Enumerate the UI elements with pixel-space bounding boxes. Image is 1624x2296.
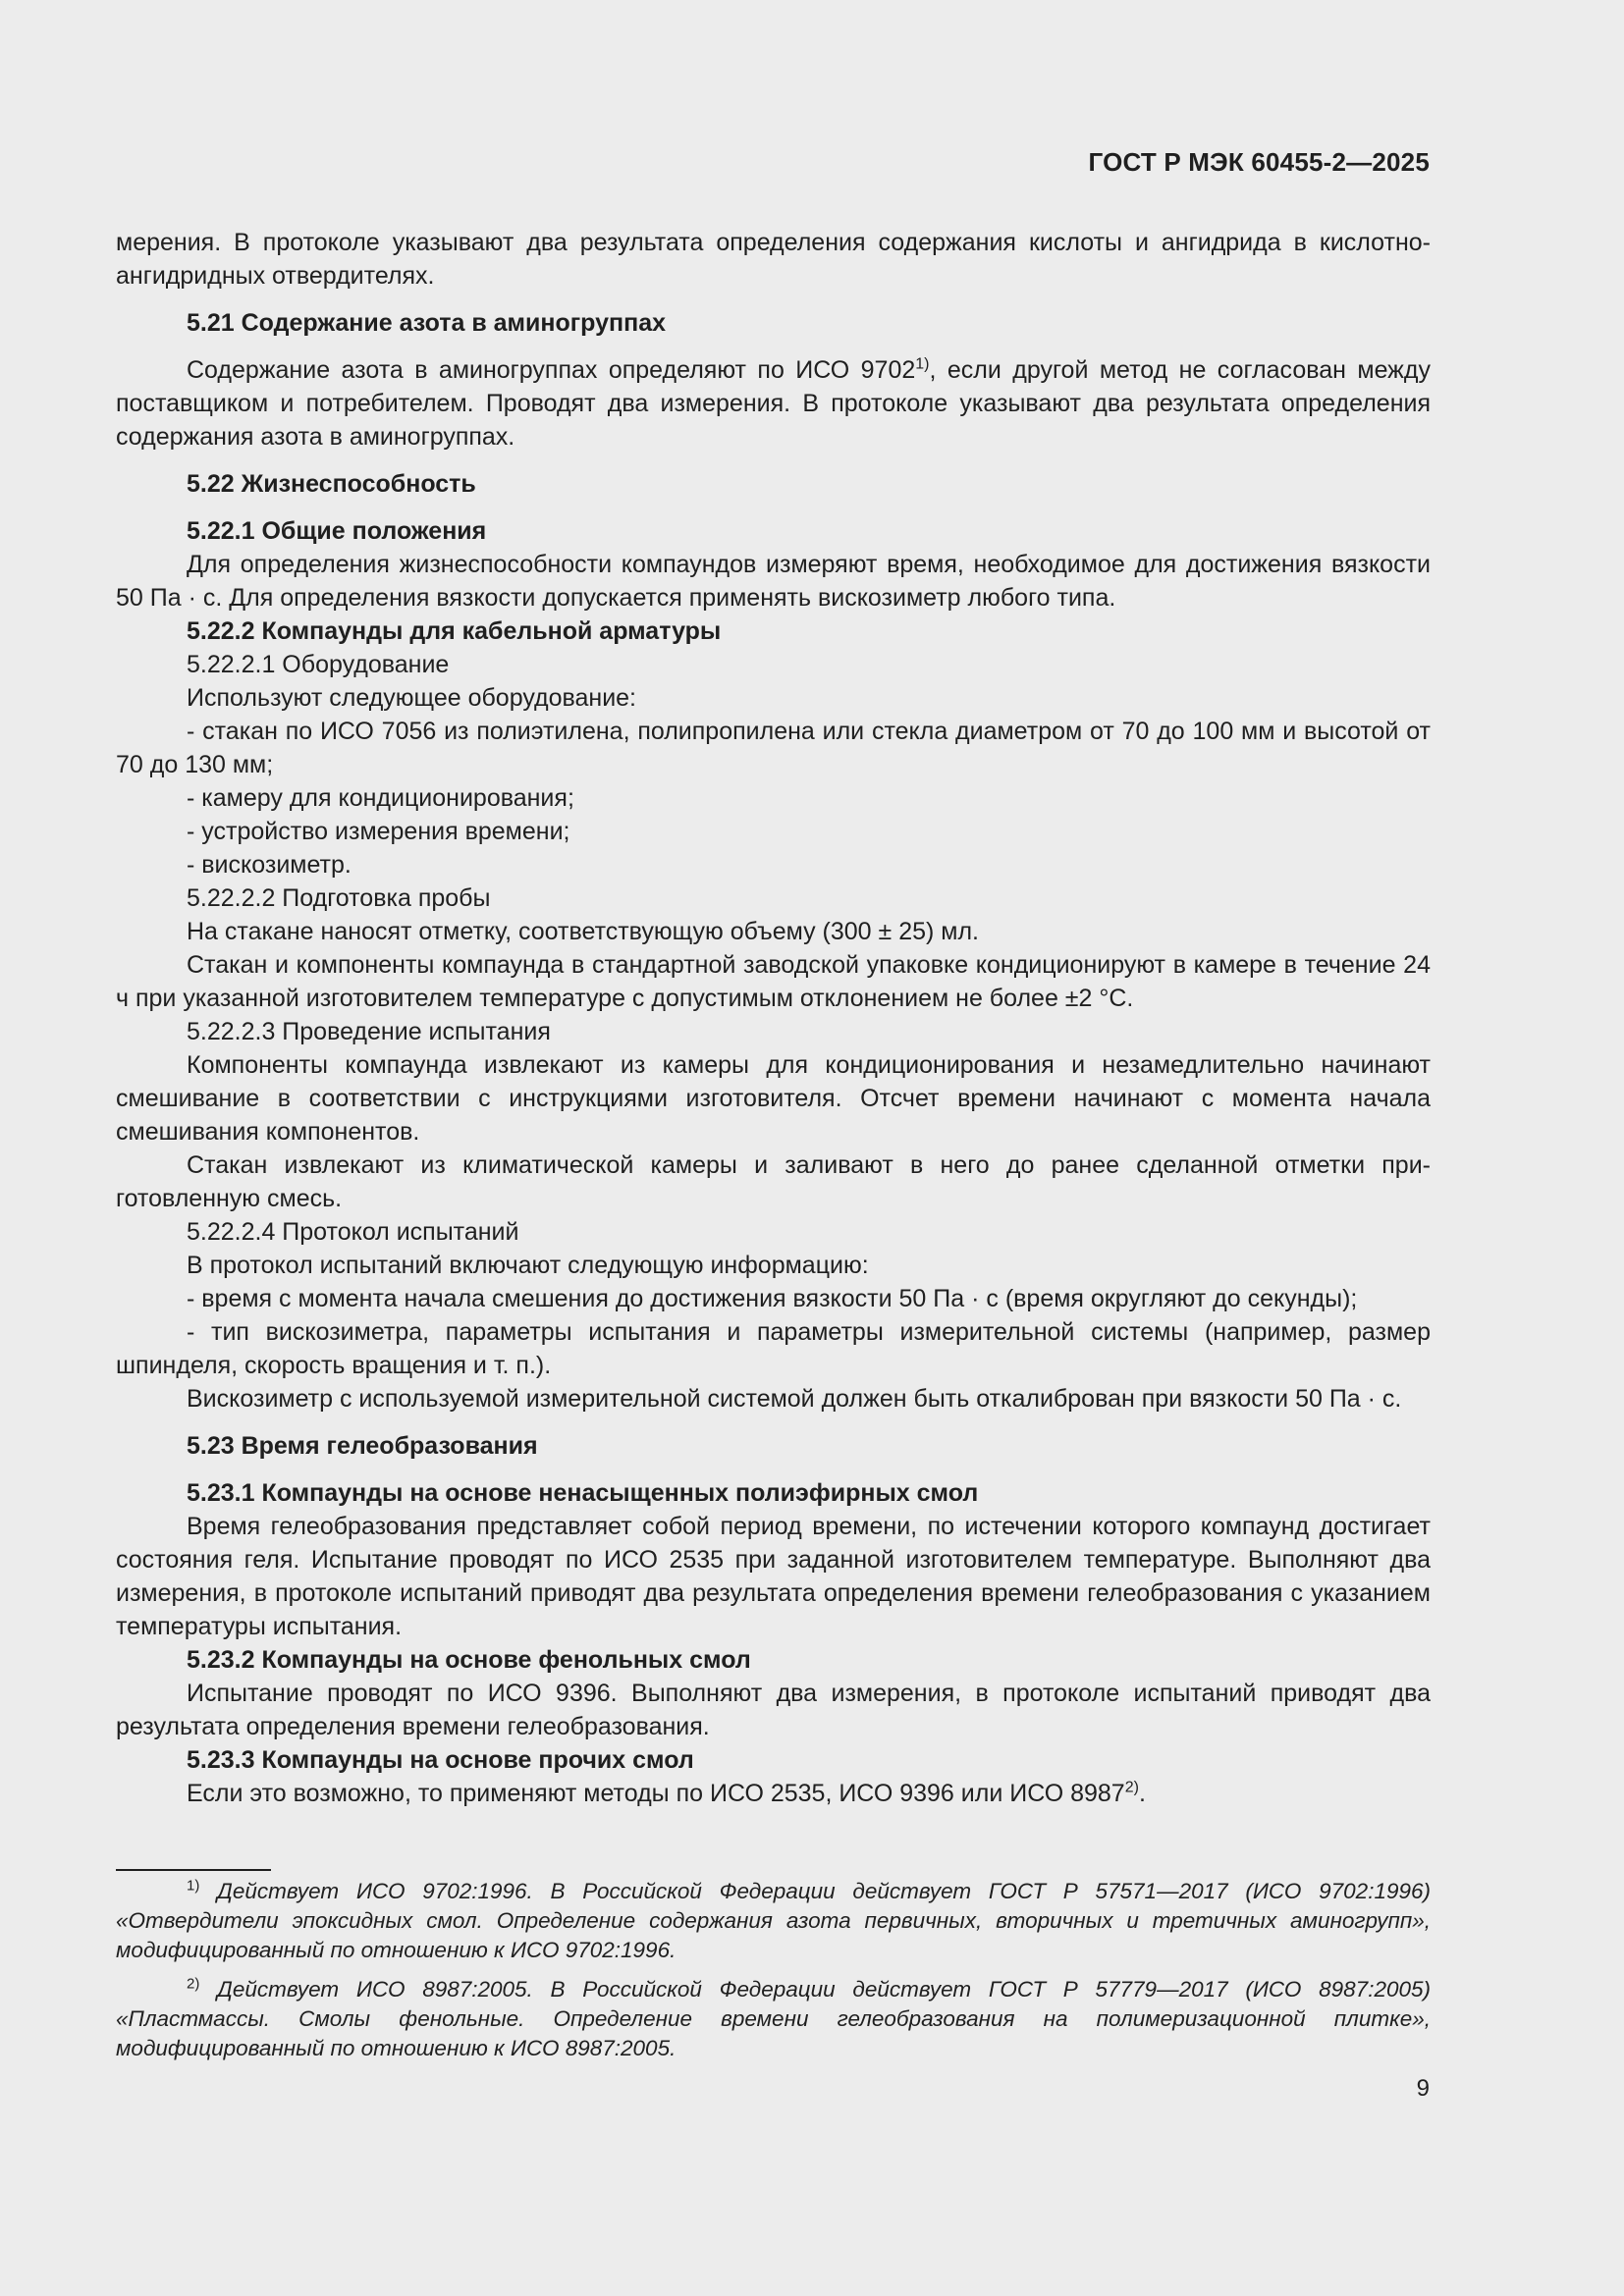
section-5-22-2-1-title: 5.22.2.1 Оборудование	[187, 651, 450, 678]
section-5-21-text-b: , если другой метод не согласован между поставщиком и потребителем. Проводят два измерения. В протоколе указывают два результата определения содержания азота в аминогруппах.	[116, 356, 1431, 451]
section-5-23-3-text-a: Если это возможно, то применяют методы по ИСО 2535, ИСО 9396 или ИСО 8987	[187, 1780, 1125, 1807]
section-5-21-text	[116, 353, 1431, 454]
equipment-item: - стакан по ИСО 7056 из полиэтилена, полипропилена или стекла диаметром от 70 до 100 мм и высотой от 70 до 130 мм;	[116, 718, 1431, 778]
footnotes	[116, 1877, 1431, 2073]
section-5-22-title: 5.22 Жизнеспособность	[187, 470, 476, 498]
section-5-23-1-text: Время гелеобразования представляет собой период времени, по истечении которого компаунд достигает состояния геля. Испытание проводят по ИСО 2535 при заданной изготовителем температуре. Выполняют два измерения, в протоколе испытаний приводят два результата определения времени гелеобразования с указанием температуры испытания.	[116, 1513, 1431, 1640]
section-5-23-title: 5.23 Время гелеобразования	[187, 1432, 538, 1460]
section-5-22-2-title: 5.22.2 Компаунды для кабельной арматуры	[187, 617, 722, 645]
footnote-1	[116, 1877, 1431, 1965]
footnote-mark: 2)	[187, 1975, 200, 1993]
continued-paragraph: мерения. В протоколе указывают два результата определения содержания кислоты и ангидрида в кислотно-ангидридных отвердителях.	[116, 229, 1431, 290]
report-intro: В протокол испытаний включают следующую информацию:	[187, 1252, 869, 1279]
document-code-header: ГОСТ Р МЭК 60455-2—2025	[1088, 147, 1430, 177]
section-5-21-text-a: Содержание азота в аминогруппах определяют по ИСО 9702	[187, 356, 916, 384]
footnote-text: Действует ИСО 8987:2005. В Российской Федерации действует ГОСТ Р 57779—2017 (ИСО 8987:2005) «Пластмассы. Смолы фенольные. Определение времени гелеобразования на полимеризационной плитке», модифицированный по отношению к ИСО 8987:2005.	[116, 1977, 1431, 2060]
test-procedure-text-2: Стакан извлекают из климатической камеры и заливают в него до ранее сделанной отметки приготовленную смесь.	[116, 1151, 1431, 1212]
footnote-ref-1[interactable]: 1)	[915, 355, 930, 373]
report-item: - тип вискозиметра, параметры испытания и параметры измерительной системы (например, размер шпинделя, скорость вращения и т. п.).	[116, 1318, 1431, 1379]
section-5-23-2-title: 5.23.2 Компаунды на основе фенольных смол	[187, 1646, 751, 1674]
section-5-22-2-4-title: 5.22.2.4 Протокол испытаний	[187, 1218, 519, 1246]
page-body	[116, 226, 1431, 1810]
sample-prep-text-1: На стакане наносят отметку, соответствующую объему (300 ± 25) мл.	[187, 918, 979, 945]
section-5-23-2-text: Испытание проводят по ИСО 9396. Выполняют два измерения, в протоколе испытаний приводят два результата определения времени гелеобразования.	[116, 1680, 1431, 1740]
footnote-ref-2[interactable]: 2)	[1124, 1779, 1139, 1796]
report-item: - время с момента начала смешения до достижения вязкости 50 Па · с (время округляют до секунды);	[187, 1285, 1358, 1312]
section-5-23-3-title: 5.23.3 Компаунды на основе прочих смол	[187, 1746, 694, 1774]
footnote-separator	[116, 1869, 271, 1871]
sample-prep-text-2: Стакан и компоненты компаунда в стандартной заводской упаковке кондиционируют в камере в течение 24 ч при указанной изготовителем температуре с допустимым отклонением не более ±2 °С.	[116, 951, 1431, 1012]
equipment-item: - вискозиметр.	[187, 851, 352, 879]
footnote-mark: 1)	[187, 1877, 200, 1895]
test-procedure-text-1: Компоненты компаунда извлекают из камеры для кондиционирования и незамедлительно начинают смешивание в соответствии с инструкциями изготовителя. Отсчет времени начинают с момента начала смешивания компонентов.	[116, 1051, 1431, 1146]
section-5-23-3-text	[116, 1777, 1431, 1810]
equipment-item: - камеру для кондиционирования;	[187, 784, 574, 812]
section-5-23-3-text-b: .	[1138, 1780, 1146, 1807]
page-number: 9	[1416, 2075, 1430, 2102]
section-5-22-1-title: 5.22.1 Общие положения	[187, 517, 487, 545]
section-5-22-2-3-title: 5.22.2.3 Проведение испытания	[187, 1018, 551, 1045]
equipment-intro: Используют следующее оборудование:	[187, 684, 637, 712]
section-5-21-title: 5.21 Содержание азота в аминогруппах	[187, 309, 667, 337]
section-5-22-2-2-title: 5.22.2.2 Подготовка пробы	[187, 884, 491, 912]
footnote-2	[116, 1975, 1431, 2063]
footnote-text: Действует ИСО 9702:1996. В Российской Федерации действует ГОСТ Р 57571—2017 (ИСО 9702:1996) «Отвердители эпоксидных смол. Определение содержания азота первичных, вторичных и третичных аминогрупп», модифицированный по отношению к ИСО 9702:1996.	[116, 1879, 1431, 1962]
section-5-22-1-text: Для определения жизнеспособности компаундов измеряют время, необходимое для достижения вязкости 50 Па · с. Для определения вязкости допускается применять вискозиметр любого типа.	[116, 551, 1431, 612]
section-5-23-1-title: 5.23.1 Компаунды на основе ненасыщенных полиэфирных смол	[187, 1479, 979, 1507]
viscometer-calibration-text: Вискозиметр с используемой измерительной системой должен быть откалиброван при вязкости 50 Па · с.	[187, 1385, 1402, 1413]
equipment-item: - устройство измерения времени;	[187, 818, 570, 845]
